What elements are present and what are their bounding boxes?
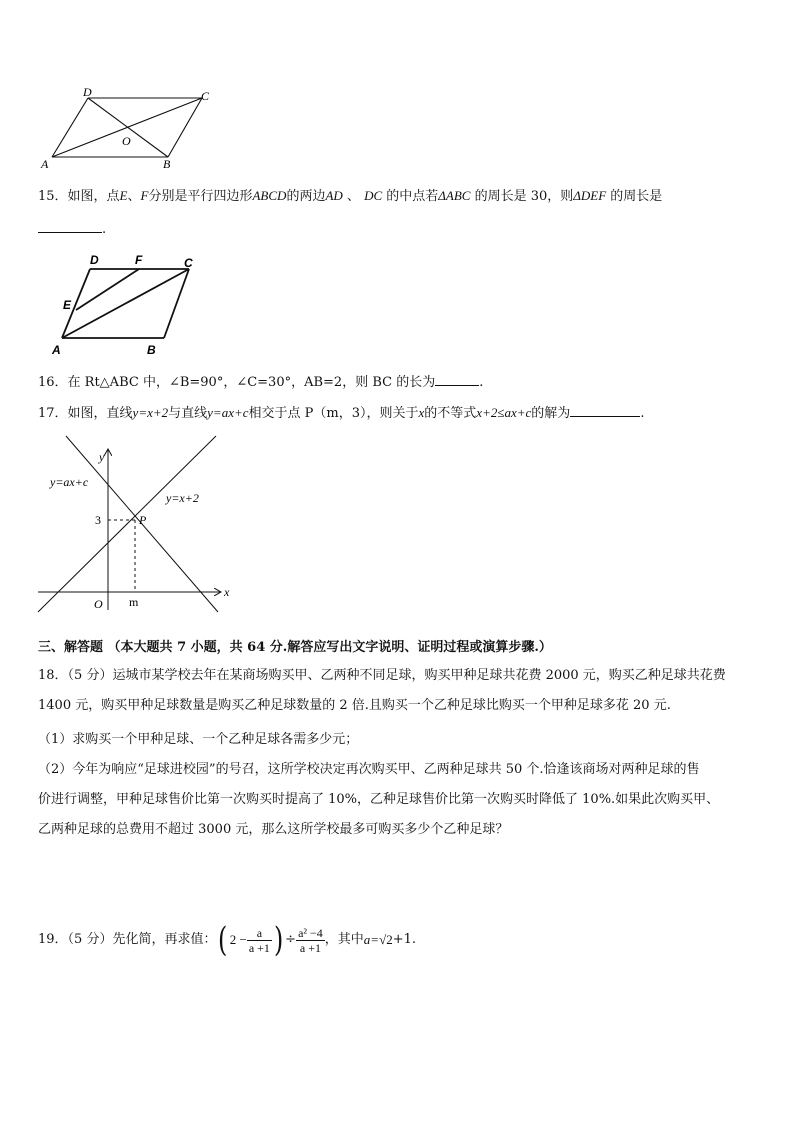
label-c: C [184,256,193,270]
label-a: A [52,343,61,357]
question-18-part-1: （1）求购买一个甲种足球、一个乙种足球各需多少元； [38,732,359,747]
question-18-part-2-line-3: 乙两种足球的总费用不超过 3000 元，那么这所学校最多可购买多少个乙种足球？ [38,822,509,837]
label-origin: O [94,597,103,611]
answer-blank-q15 [38,220,102,233]
label-three: 3 [95,513,101,527]
segment-ef [76,269,139,310]
question-15-line-1: 15．如图，点E、F分别是平行四边形ABCD的两边AD 、 DC 的中点若ΔABC 的周长是 30，则ΔDEF 的周长是 [38,188,663,204]
label-line-ax-c: y=ax+c [50,475,89,489]
coordinate-graph-q17 [36,434,246,614]
diagonal-ac [62,269,189,338]
answer-blank-q16 [435,373,479,386]
section-3-title: 三、解答题 [38,640,104,655]
label-d: D [90,253,99,267]
question-16: 16．在 Rt△ABC 中，∠B=90°，∠C=30°，AB=2，则 BC 的长为 . [38,375,484,390]
label-d: D [83,85,92,99]
question-18-part-2-line-1: （2）今年为响应“足球进校园”的号召，这所学校决定再次购买甲、乙两种足球共 50 个.恰逢该商场对两种足球的售 [38,762,700,777]
label-x-axis: x [224,585,230,599]
fraction-a-over-a-plus-1: $\frac{a}{a +1}$ [248,925,270,955]
section-3-note: （本大题共 7 小题，共 64 分.解答应写出文字说明、证明过程或演算步骤.） [107,640,552,655]
parallelogram-figure-q14 [38,84,218,174]
label-m: m [129,595,139,609]
label-c: C [201,89,210,103]
label-o: O [122,134,131,148]
side-bc [164,269,189,338]
diagonal-bd [88,98,168,157]
label-line-x-2: y=x+2 [166,491,199,505]
label-p: P [139,513,147,527]
answer-blank-q17 [570,404,640,417]
label-f: F [135,253,143,267]
label-a: A [41,157,49,171]
diagonal-ac [52,98,202,157]
question-18-line-2: 1400 元，购买甲种足球数量是购买乙种足球数量的 2 倍.且购买一个乙种足球比购买一个甲种足球多花 20 元. [38,698,671,713]
section-3-heading [38,639,552,657]
parallelogram-figure-q15 [44,250,214,360]
line-y-x-plus-2 [38,436,216,612]
label-b: B [147,343,156,357]
side-bc [168,98,202,157]
question-19: 19．（5 分）先化简，再求值：( 2 − $\frac{a}{a +1}$ ) ÷ $\frac{\text{a² −4}}{a +1}$ ，其中a=√2+1. [38,920,417,960]
label-e: E [63,298,72,312]
label-b: B [163,157,171,171]
question-15-line-2: . [38,220,106,239]
fraction-a2-minus-4-over-a-plus-1: $\frac{\text{a² −4}}{a +1}$ [298,925,323,955]
label-y-axis: y [99,450,105,464]
question-17: 17．如图，直线y=x+2与直线y=ax+c相交于点 P（m，3），则关于x的不等式x+2≤ax+c的解为 . [38,405,645,421]
question-18-part-2-line-2: 价进行调整，甲种足球售价比第一次购买时提高了 10%，乙种足球售价比第一次购买时降低了 10%.如果此次购买甲、 [38,792,720,807]
question-18-line-1: 18．（5 分）运城市某学校去年在某商场购买甲、乙两种不同足球，购买甲种足球共花费 2000 元，购买乙种足球共花费 [38,668,726,683]
side-da [52,98,88,157]
